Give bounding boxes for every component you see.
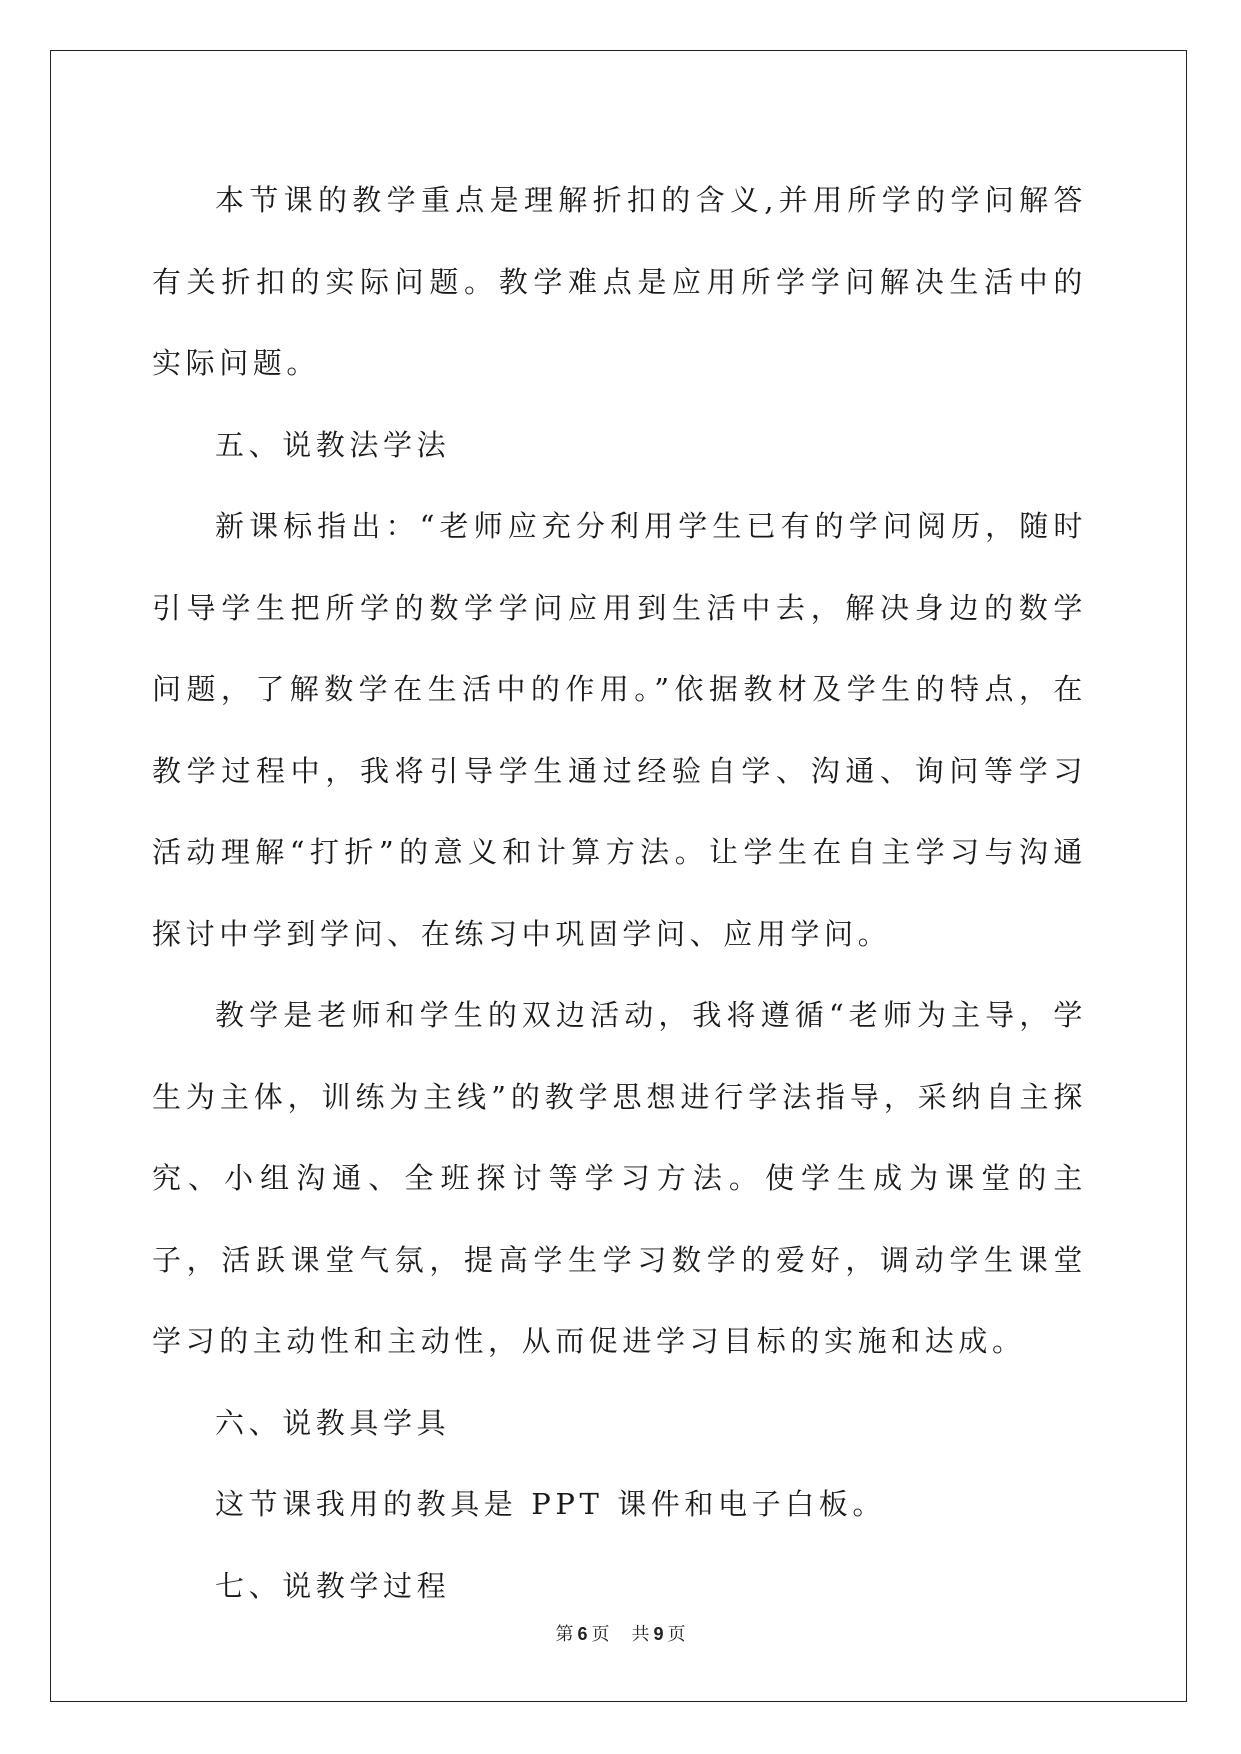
footer-total-unit: 页 — [667, 1624, 686, 1645]
paragraph-teaching-aids: 这节课我用的教具是 PPT 课件和电子白板。 — [215, 1487, 887, 1521]
paragraph-teaching-activity: 教学是老师和学生的双边活动，我将遵循“老师为主导，学生为主体，训练为主线”的教学思想进行学法指导，采纳自主探究、小组沟通、全班探讨等学习方法。使学生成为课堂的主子，活跃课堂气氛，提高学生学习数学的爱好，调动学生课堂学习的主动性和主动性，从而促进学习目标的实施和达成。 — [152, 998, 1087, 1358]
footer-total-prefix: 共 — [631, 1624, 650, 1645]
footer-prefix: 第 — [555, 1624, 574, 1645]
page-footer — [0, 1622, 1241, 1647]
section-heading-teaching-aids: 六、说教具学具 — [215, 1405, 451, 1440]
paragraph-key-points: 本节课的教学重点是理解折扣的含义,并用所学的学问解答有关折扣的实际问题。教学难点是应用所学学问解决生活中的实际问题。 — [152, 183, 1087, 380]
paragraph-curriculum-standard: 新课标指出：“老师应充分利用学生已有的学问阅历，随时引导学生把所学的数学学问应用到生活中去，解决身边的数学问题，了解数学在生活中的作用。”依据教材及学生的特点，在教学过程中，我将引导学生通过经验自学、沟通、询问等学习活动理解“打折”的意义和计算方法。让学生在自主学习与沟通探讨中学到学问、在练习中巩固学问、应用学问。 — [152, 509, 1087, 951]
footer-page-unit: 页 — [591, 1624, 610, 1645]
section-heading-teaching-process: 七、说教学过程 — [215, 1568, 451, 1603]
document-body — [152, 160, 1087, 1627]
current-page-number: 6 — [577, 1624, 588, 1644]
total-page-number: 9 — [653, 1624, 664, 1644]
section-heading-teaching-methods: 五、说教法学法 — [215, 427, 451, 462]
